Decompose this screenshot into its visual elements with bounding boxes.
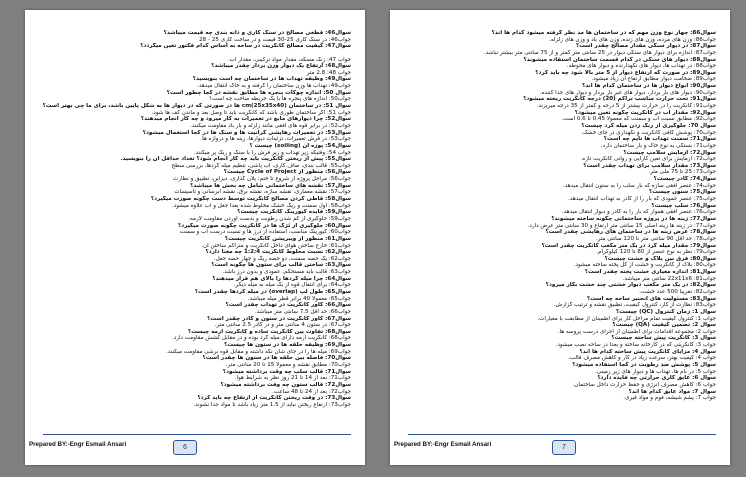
text-line: سوال61: منظور از ویبریشن کانکریت چیست؟ [224,235,351,242]
text-line: سوال 7: مواد عایق کدام ها اند؟ [628,388,716,395]
text-line: جواب46: در سنگ کاری 25-30 قیمت و در ساخت کاری 25 - 28 [199,36,351,43]
footer-divider [408,434,716,435]
text-line: سوال69: وظیفه حلقه ها در ستون ها چیست؟ [224,342,351,349]
text-line: سوال80: فرق بین بلاک و خشت چیست؟ [604,255,716,262]
text-line: جواب66: حد اقل 7.5 سانتی متر میباشد. [254,308,351,315]
text-line: جواب 51: اگر ساختمان طوری باشد که کانکریت باید تا وصل بعد و ماندن کف ها شود. [151,109,351,116]
text-line: جواب 48: 2.8 متر [306,69,351,76]
text-line: سوال73: مقدار سلامپ برای تهداب چقدر است؟ [583,162,716,169]
text-line: سوال87: در دیوار سنگی مقدار مصالح چقدر است؟ [575,43,716,50]
text-line: جواب73: ارتفاع ریختن نباید از 1.5 متر زیاد باشد تا مواد جدا نشوند. [193,401,351,408]
text-line: سوال54: پوزه ان (soiling) چیست ؟ [249,142,351,149]
text-line: جواب 3: کانکریتی که در کارخانه ساخته و بعداً در ساحه نصب میشود. [555,342,716,349]
text-line: جواب58: اول سمنت و ریگ خشک مخلوط شده بعداً جغل و آب علاوه میشود. [171,202,351,209]
text-line: سوال63: ساختن قالب برای ستون ها چگونه است؟ [211,262,351,269]
text-line: سوال56: منظور از Cycle of Project چیست؟ [223,169,351,176]
text-line: سوال88: دیوار های سنگی در کدام قسمت ساختمان استفاده میشوند؟ [523,56,716,63]
text-line [43,50,351,57]
text-line: جواب 54: وقتیکه زیر تهداب و زیر فرش را با سنگ و ریگ پر میکنند. [193,149,351,156]
text-line: جواب61: خارج ساختن هوای داخل کانکریت و متراکم ساختن آن. [201,242,351,249]
text-line: جواب67: در ستون 4 سانتی متر و در گادر 2.5 سانتی متر. [214,322,351,329]
text-line: سوال53: در تعمیرات رهایشی گرانیت ها و سنگ ها در کجا استعمال میشود؟ [142,129,351,136]
text-line: جواب92: مطابق نسبت آب و سمنت که معمولاً 0.45 تا 0.6 است. [561,116,716,123]
text-line: جواب80: بلاک از کانکریت و خشت از گل پخته ساخته میشود. [573,262,716,269]
text-line: جواب89: ضخامت دیوار مطابق ارتفاع آن زیاد میشود. [591,76,716,83]
text-line: جواب90: دیوار های بار بردار، دیوار های غیر بار بردار و دیوار های جدا کننده. [539,89,716,96]
text-line: سوال 4: مزایای کانکریت پیش ساخته کدام ها اند؟ [579,348,716,355]
page-body-text [408,30,716,425]
text-line: جواب70: پوشش کافی کانکریت و نگهداری در جای خشک. [581,129,716,136]
text-line: جواب82: تقریباً 500 عدد خشت. [639,288,716,295]
text-line: جواب76: عنصر افقی هموار که بار را به گادر و دیوار انتقال میدهد. [561,209,716,216]
text-line: جواب 1: کنترول کیفیت تمام مراحل کار برای اطمینان از مطابقت با معیارات. [537,315,716,322]
text-line: جواب63: قالب باید مستحکم، عمودی و بدون درز باشد. [222,269,351,276]
text-line: سوال64: چرا میله گردها را بالای هم قرار میدهند؟ [212,275,351,282]
prepared-by-label: Prepared BY:-Engr Esmail Ansari [394,441,492,448]
text-line: سوال 51: در ساختمان (25x35x40)cm ها در صورتی که در دیوار ها به شکل پایین باشد، برای ما چی بهتر است؟ [43,103,351,110]
text-line: سوال60: جلوگیری از تَرَک ها در کانکریت چگونه صورت میگیرد؟ [178,222,351,229]
text-line: جواب 5: در بام ها، تهداب ها و دیوار های زیر زمینی. [595,368,716,375]
text-line: سوال 70: جلوگیری از زنگ زدن میله گرد چیست؟ [581,122,716,129]
document-page-left [25,10,365,465]
text-line: سوال92: مقدار آب در کانکریت چگونه تعین میشود؟ [574,109,716,116]
text-line: جواب 7: پشم شیشه، فوم و مواد قیری. [623,395,716,402]
text-line: جواب 2: مجموعه اقدامات برای اطمینان از اجرای درست پروسه ها. [557,328,716,335]
text-line: جواب71: بعد از 14 تا 21 روز نظر به شرایط هوا. [234,375,351,382]
text-line: جواب69: میله ها را در جای شان نگه داشته و مقابل قوه برشی مقاومت میکنند. [166,348,351,355]
text-line: جواب77: در زینه ها زینه اصلی 15 سانتی متر ارتفاع و 30 سانتی متر عرض دارد. [527,222,716,229]
text-line: جواب57: نقشه معماری، نقشه سازه، نقشه برق، نقشه آبرسانی و تأسیسات [174,189,351,196]
text-line: جواب60: کیورینگ مناسب، استفاده از درز ها و نسبت درست آب و سمنت [179,229,351,236]
text-line: سوال52: چرا دیوارهای مانع در تعمیرات به کار میرود و چه کار انجام میدهند؟ [140,116,351,123]
text-line: جواب53: در فرش تعمیرات، تزئینات دیوارها، زینه ها و دروازه ها. [200,136,351,143]
text-line: سوال77: زینه ها در پروژه ساختمانی چگونه ساخته میشوند؟ [551,215,716,222]
text-line: جواب68: کانکریت آرمه دارای میله گرد بوده و در مقابل کشش مقاومت دارد. [172,335,351,342]
text-line: جواب52: در برابر قوه های افقی مانند زلزله و بار باد مقاومت میکنند. [190,122,351,129]
text-line: سوال79: مقدار میله گرد در یک متر مکعب کانکریت چقدر است؟ [541,242,716,249]
text-line: سوال47: کیفیت مصالح کانکریت در ساحه به اساس کدام فکتور تعین میگردد؟ [140,43,351,50]
text-line: سوال71: قالب سلب چه وقت برداشته میشود؟ [222,368,351,375]
text-line: جواب79: نظر به نوع عنصر از 80 تا 120 کیلوگرام. [596,249,716,256]
text-line: جواب 4: کیفیت بهتر، سرعت زیاد در کار و کاهش مصرف قالب. [568,355,716,362]
text-line: جواب86: وزن های مرده، وزن های زنده، وزن های باد و وزن های زلزله. [548,36,716,43]
text-line: سوال65: طول لپ (overlap) در میله گردها چقدر است؟ [194,288,351,295]
text-line: سوال74: گادر چیست؟ [653,176,716,183]
text-line: سوال66: کاور کانکریت در تهداب چقدر است؟ [225,302,351,309]
text-line: سوال59: فایده کیورینگ کانکریت چیست؟ [237,209,351,216]
text-line: سوال55: پیش از ریختن کانکریت باید چه کار انجام شود؟ تعداد حداقل آن را بنویسید. [120,156,351,163]
text-line: جواب72: بعد از 24 تا 48 ساعت. [272,388,351,395]
text-line: جواب75: عنصر عمودی که بار را از گادر به تهداب انتقال میدهد. [568,196,716,203]
text-line: سوال48: ارتفاع یک دیوار وزن بردار چقدر میباشد؟ [211,63,351,70]
text-line: جواب50: اندازه های پنجره ها با یک حریطه ساخت چه است؟ [209,96,351,103]
text-line: سوال81: اندازه معیاری خشت پخته چقدر است؟ [584,269,716,276]
text-line: جواب71: بستگی به نوع خاک و بار ساختمان دارد. [600,142,716,149]
text-line: جواب83: نظارت از کار، کنترول کیفیت، تطبیق نقشه و ترتیب گزارش. [553,302,716,309]
text-line: سوال83: مسئولیت های انجنیر ساحه چه است؟ [587,295,716,302]
page-number-badge: 7 [552,440,576,455]
text-line: سوال 1: زمان کنترول (QC) چیست؟ [615,308,716,315]
text-line: سوال86: چهار نوع وزن مهم که در ساختمان ها مد نظر گرفته میشود کدام ها اند؟ [491,30,716,36]
document-page-right [390,10,730,465]
text-line: سوال67: کاور کانکریت در ستون و گادر چقدر است؟ [207,315,351,322]
text-line: سوال70: فاصله بین حلقه ها در ستون ها چقدر است؟ [202,355,351,362]
text-line: سوال 2: تضمین کیفیت (QA) چیست؟ [612,322,716,329]
text-line: جواب64: برای انتقال قوه از یک میله به میله دیگر. [233,282,351,289]
text-line: سوال72: قالب ستون چه وقت برداشته میشود؟ [220,381,351,388]
text-line: جواب56: مراحل پروژه از شروع تا ختم: پلان گذاری، دیزاین، تطبیق و نظارت [173,176,351,183]
prepared-by-label: Prepared BY:-Engr Esmail Ansari [29,441,127,448]
text-line: سوال73: در وقت ریختن کانکریت از ارتفاع چه باید کرد؟ [197,395,351,402]
text-line: جواب72: آزمایش برای تعین کارایی و روانی کانکریت تازه. [580,156,716,163]
text-line: جواب73: 25 تا 75 ملی متر. [648,169,716,176]
footer-divider [43,434,351,435]
text-line: سوال62: نسبت مخلوط کانکریت 1:2:4 چه معنا دارد؟ [205,249,351,256]
text-line: جواب59: جلوگیری از کم شدن رطوبت و بدست آوردن مقاومت لازمه. [188,215,351,222]
text-line: جواب70: مطابق نقشه و معمولاً 15 تا 20 سانتی متر. [225,362,351,369]
text-line: جواب49: تهداب ها وزن ساختمان را گرفته و به خاک انتقال میدهد. [197,83,351,90]
text-line: جواب81: 22x11x6 سانتی متر میباشد. [622,275,716,282]
text-line: سوال71: سمنت تهداب ها تایم چه است؟ [603,136,716,143]
text-line: سوال 3: کانکریت پیش ساخته چیست؟ [611,335,716,342]
text-line: جواب62: یک حصه سمنت، دو حصه ریگ و چهار حصه جغل. [213,255,351,262]
text-line: سوال78: عرض زینه ها در ساختمان های رهایشی چقدر است؟ [545,229,716,236]
text-line: جواب74: عنصر افقی سازه که بار سلب را به ستون انتقال میدهد. [563,182,716,189]
text-line: جواب88: در تهداب ها، دیوار های نگهدارنده و دیوار های محوطه. [566,63,716,70]
text-line: سوال72: آزمایش سلامپ چیست؟ [623,149,716,156]
text-line: سوال46: قطعی مصالح در سنگ کاری و دانه بندی چه قیمت میباشد؟ [163,30,351,36]
text-line: جواب87: اندازه برای دیوار های سنگی دیوار در 25 سانتی متر کمتر و از 75 سانتی متر بیشتر نباشد. [483,49,716,56]
text-line: جواب 6: کاهش مصرف انرژی و حفظ حرارت داخل ساختمان. [572,381,716,388]
text-line: جواب 47: زنگ مسکه، مقدار مواد ترکیبی، مقدار آب. [227,56,351,63]
text-line: جواب91: کانکریت را در حرارت بیشتر از 5 درجه و کمتر از 35 درجه میریزند. [536,103,716,110]
page-body-text [43,30,351,425]
text-line: سوال 50: اندازه چوکات پنجره ها مطابق نقشه در کجا چطور است؟ [166,89,351,96]
text-line: جواب78: حد اقل 90 سانتی متر تا 120 سانتی متر. [595,235,716,242]
text-line: سوال75: ستون چیست؟ [649,189,716,196]
text-line: سوال49: وظیفه تهداب ها در ساختمان چه است بنویسید؟ [192,76,351,83]
text-line: سوال76: سلب چیست؟ [651,202,716,209]
text-line: سوال 6: عایق کاری حرارتی چه فایده دارد؟ [597,375,716,382]
text-line: سوال57: نقشه های ساختمانی شامل چه بخش ها میباشد؟ [190,182,351,189]
text-line: سوال 5: پوشش ضد رطوبت در کجا استفاده میشود؟ [572,362,716,369]
text-line: سوال68: تفاوت بین کانکریت ساده و کانکریت آرمه چیست؟ [188,328,351,335]
text-line: سوال91: تحت حرارت مناسب تراکم (20) درجه کانکریت ریخته میشود؟ [523,96,716,103]
page-number-badge: 6 [173,440,197,455]
text-line: جواب65: معمولاً 40 برابر قطر میله میباشد. [247,295,351,302]
text-line: سوال90: انواع دیوار ها در ساختمان کدام ها اند؟ [582,83,716,90]
text-line: سوال82: در یک متر مکعب دیوار خشتی چند خشت بکار میرود؟ [545,282,716,289]
text-line: جواب55: قالب بندی، صاف کاری، آب پاشی، تنظیم میله گردها، بررسی سطح [171,162,351,169]
text-line: سوال89: در صورت که ارتفاع دیوار از 5 متر بالا شود چه باید کرد؟ [535,69,716,76]
text-line: سوال58: قاطی کردن مصالح کانکریت توسط دست چگونه صورت میگیرد؟ [150,196,351,203]
